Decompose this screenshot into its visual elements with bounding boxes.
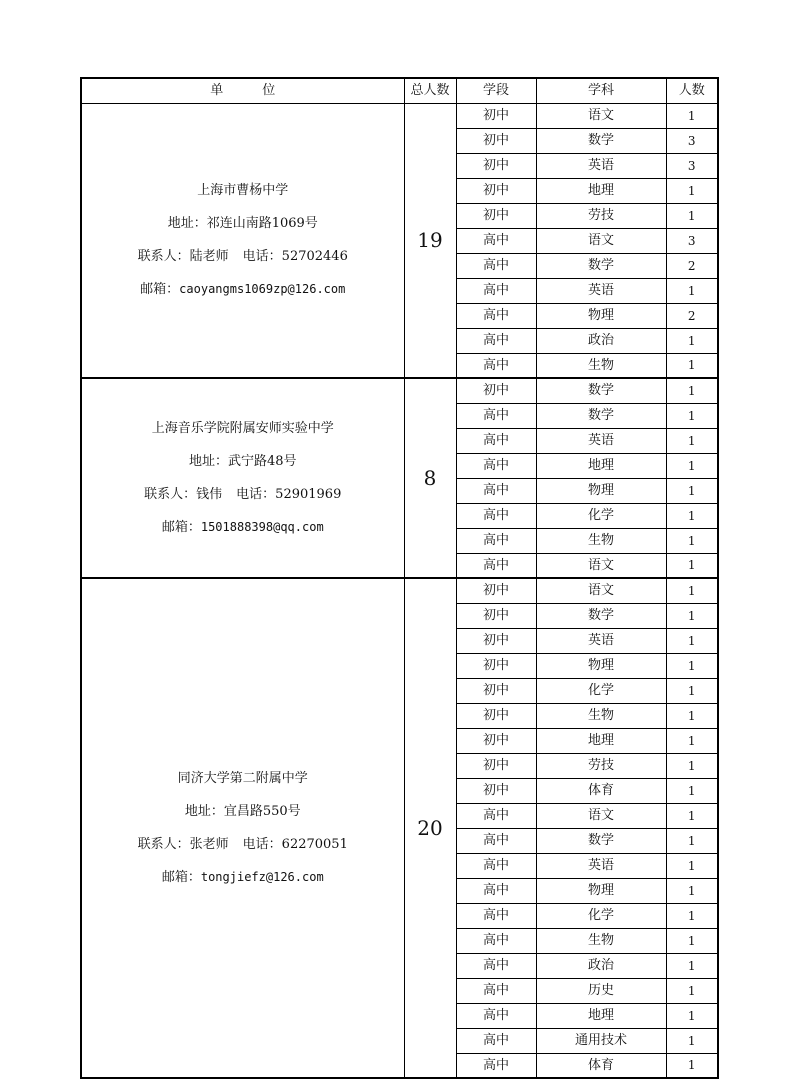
count-cell: 1 (666, 603, 718, 628)
count-cell: 1 (666, 1003, 718, 1028)
stage-cell: 高中 (456, 353, 536, 378)
stage-cell: 高中 (456, 953, 536, 978)
stage-cell: 高中 (456, 903, 536, 928)
stage-cell: 高中 (456, 253, 536, 278)
subject-cell: 数学 (536, 603, 666, 628)
subject-cell: 英语 (536, 278, 666, 303)
school-name: 同济大学第二附属中学 (177, 771, 308, 786)
subject-cell: 数学 (536, 128, 666, 153)
header-count: 人数 (666, 78, 718, 103)
count-cell: 1 (666, 703, 718, 728)
stage-cell: 初中 (456, 728, 536, 753)
count-cell: 1 (666, 478, 718, 503)
recruitment-table (80, 77, 719, 1079)
subject-cell: 数学 (536, 403, 666, 428)
school-address: 地址：武宁路48号 (188, 454, 297, 469)
count-cell: 1 (666, 353, 718, 378)
stage-cell: 高中 (456, 803, 536, 828)
count-cell: 2 (666, 303, 718, 328)
header-unit: 单 位 (81, 78, 404, 103)
school-email: tongjiefz@126.com (200, 870, 324, 884)
stage-cell: 高中 (456, 228, 536, 253)
school-phone: 电话：62270051 (242, 837, 348, 852)
subject-cell: 语文 (536, 578, 666, 603)
school-email-label: 邮箱： (161, 870, 201, 885)
subject-cell: 劳技 (536, 203, 666, 228)
subject-cell: 数学 (536, 253, 666, 278)
stage-cell: 高中 (456, 503, 536, 528)
stage-cell: 初中 (456, 753, 536, 778)
subject-cell: 数学 (536, 378, 666, 403)
count-cell: 1 (666, 953, 718, 978)
school-contact: 联系人：钱伟 (144, 487, 223, 502)
count-cell: 1 (666, 578, 718, 603)
subject-cell: 语文 (536, 228, 666, 253)
school-total: 8 (404, 378, 456, 578)
table-body (81, 103, 718, 1078)
school-total: 19 (404, 103, 456, 378)
subject-cell: 地理 (536, 728, 666, 753)
school-contact-line (82, 250, 404, 263)
subject-cell: 生物 (536, 928, 666, 953)
count-cell: 1 (666, 828, 718, 853)
count-cell: 1 (666, 778, 718, 803)
subject-cell: 物理 (536, 878, 666, 903)
count-cell: 1 (666, 853, 718, 878)
table-row (81, 378, 718, 403)
count-cell: 1 (666, 753, 718, 778)
count-cell: 1 (666, 103, 718, 128)
stage-cell: 高中 (456, 453, 536, 478)
subject-cell: 地理 (536, 178, 666, 203)
stage-cell: 高中 (456, 428, 536, 453)
stage-cell: 高中 (456, 878, 536, 903)
count-cell: 1 (666, 928, 718, 953)
school-contact-line (82, 488, 404, 501)
school-name: 上海市曹杨中学 (197, 183, 289, 199)
table-row (81, 578, 718, 603)
stage-cell: 高中 (456, 478, 536, 503)
subject-cell: 物理 (536, 303, 666, 328)
subject-cell: 英语 (536, 428, 666, 453)
stage-cell: 高中 (456, 828, 536, 853)
stage-cell: 初中 (456, 603, 536, 628)
count-cell: 1 (666, 1028, 718, 1053)
stage-cell: 初中 (456, 703, 536, 728)
count-cell: 1 (666, 978, 718, 1003)
subject-cell: 生物 (536, 703, 666, 728)
count-cell: 1 (666, 728, 718, 753)
school-email-label: 邮箱： (140, 282, 180, 298)
stage-cell: 高中 (456, 1028, 536, 1053)
count-cell: 1 (666, 653, 718, 678)
school-email-line (82, 283, 404, 296)
school-email: 1501888398@qq.com (200, 520, 324, 534)
count-cell: 1 (666, 328, 718, 353)
school-info-cell (81, 578, 404, 1078)
count-cell: 1 (666, 278, 718, 303)
stage-cell: 初中 (456, 778, 536, 803)
stage-cell: 初中 (456, 378, 536, 403)
subject-cell: 语文 (536, 103, 666, 128)
school-contact: 联系人：陆老师 (137, 249, 229, 265)
count-cell: 1 (666, 878, 718, 903)
subject-cell: 通用技术 (536, 1028, 666, 1053)
school-total: 20 (404, 578, 456, 1078)
school-phone: 电话：52901969 (236, 487, 342, 502)
count-cell: 1 (666, 403, 718, 428)
subject-cell: 历史 (536, 978, 666, 1003)
subject-cell: 生物 (536, 528, 666, 553)
count-cell: 1 (666, 628, 718, 653)
subject-cell: 地理 (536, 453, 666, 478)
count-cell: 1 (666, 1053, 718, 1078)
header-row (81, 78, 718, 103)
school-email-line (82, 521, 404, 534)
count-cell: 3 (666, 228, 718, 253)
count-cell: 1 (666, 178, 718, 203)
subject-cell: 化学 (536, 503, 666, 528)
school-address: 地址：宜昌路550号 (184, 804, 301, 819)
stage-cell: 高中 (456, 328, 536, 353)
subject-cell: 生物 (536, 353, 666, 378)
subject-cell: 政治 (536, 328, 666, 353)
subject-cell: 英语 (536, 853, 666, 878)
stage-cell: 初中 (456, 178, 536, 203)
count-cell: 1 (666, 453, 718, 478)
subject-cell: 物理 (536, 478, 666, 503)
count-cell: 1 (666, 903, 718, 928)
count-cell: 1 (666, 203, 718, 228)
subject-cell: 英语 (536, 628, 666, 653)
count-cell: 3 (666, 153, 718, 178)
count-cell: 2 (666, 253, 718, 278)
count-cell: 1 (666, 503, 718, 528)
table-header (81, 78, 718, 103)
school-email-line (82, 871, 404, 884)
subject-cell: 语文 (536, 803, 666, 828)
school-info-cell (81, 103, 404, 378)
stage-cell: 高中 (456, 1053, 536, 1078)
stage-cell: 初中 (456, 103, 536, 128)
stage-cell: 初中 (456, 678, 536, 703)
count-cell: 1 (666, 678, 718, 703)
subject-cell: 物理 (536, 653, 666, 678)
school-info-cell (81, 378, 404, 578)
school-phone: 电话：52702446 (242, 249, 348, 265)
subject-cell: 数学 (536, 828, 666, 853)
subject-cell: 劳技 (536, 753, 666, 778)
stage-cell: 初中 (456, 153, 536, 178)
header-stage: 学段 (456, 78, 536, 103)
subject-cell: 化学 (536, 678, 666, 703)
table-row (81, 103, 718, 128)
subject-cell: 化学 (536, 903, 666, 928)
school-contact-line (82, 838, 404, 851)
stage-cell: 高中 (456, 403, 536, 428)
stage-cell: 高中 (456, 528, 536, 553)
stage-cell: 初中 (456, 203, 536, 228)
subject-cell: 体育 (536, 778, 666, 803)
count-cell: 1 (666, 428, 718, 453)
stage-cell: 高中 (456, 853, 536, 878)
stage-cell: 高中 (456, 553, 536, 578)
count-cell: 1 (666, 803, 718, 828)
stage-cell: 高中 (456, 928, 536, 953)
stage-cell: 初中 (456, 128, 536, 153)
school-contact: 联系人：张老师 (137, 837, 229, 852)
count-cell: 1 (666, 553, 718, 578)
stage-cell: 高中 (456, 1003, 536, 1028)
stage-cell: 初中 (456, 578, 536, 603)
stage-cell: 高中 (456, 978, 536, 1003)
subject-cell: 英语 (536, 153, 666, 178)
school-address: 地址：祁连山南路1069号 (167, 216, 318, 232)
header-total: 总人数 (404, 78, 456, 103)
stage-cell: 初中 (456, 653, 536, 678)
header-subject: 学科 (536, 78, 666, 103)
subject-cell: 政治 (536, 953, 666, 978)
subject-cell: 体育 (536, 1053, 666, 1078)
stage-cell: 高中 (456, 278, 536, 303)
count-cell: 3 (666, 128, 718, 153)
school-email: caoyangms1069zp@126.com (179, 282, 346, 297)
count-cell: 1 (666, 378, 718, 403)
subject-cell: 地理 (536, 1003, 666, 1028)
subject-cell: 语文 (536, 553, 666, 578)
school-email-label: 邮箱： (161, 520, 201, 535)
school-name: 上海音乐学院附属安师实验中学 (151, 421, 334, 436)
count-cell: 1 (666, 528, 718, 553)
stage-cell: 初中 (456, 628, 536, 653)
stage-cell: 高中 (456, 303, 536, 328)
